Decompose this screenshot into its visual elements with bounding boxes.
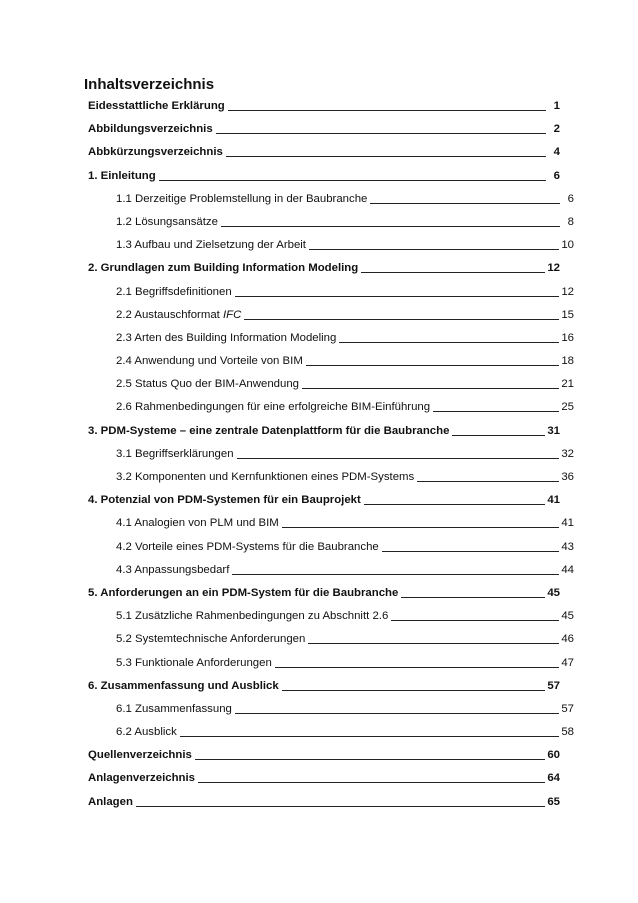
toc-leader-line [275,667,560,668]
toc-entry[interactable] [88,193,574,216]
toc-entry-title [88,170,156,182]
toc-entry[interactable] [88,401,574,424]
toc-entry-title [116,517,279,529]
toc-entry[interactable] [88,587,560,610]
toc-entry[interactable] [88,703,574,726]
toc-page-number: 57 [561,702,574,715]
toc-page-number: 12 [547,262,560,275]
toc-page-number: 41 [561,517,574,530]
toc-entry[interactable] [88,517,574,540]
toc-entry[interactable] [88,726,574,749]
toc-page-number: 6 [553,169,560,182]
toc-leader-line [136,806,545,807]
toc-entry[interactable] [88,123,560,146]
toc-entry-title [116,471,414,483]
toc-entry[interactable] [88,262,560,285]
toc-entry[interactable] [88,448,574,471]
toc-page-number: 21 [561,378,574,391]
toc-leader-line [282,690,546,691]
toc-entry-title [88,796,133,808]
toc-entry-title [116,309,241,321]
toc-entry-title [116,564,229,576]
toc-entry[interactable] [88,772,560,795]
toc-leader-line [235,296,560,297]
toc-leader-line [244,319,559,320]
toc-leader-line [309,249,559,250]
toc-entry-title [116,610,388,622]
toc-entry-title-text: 2.2 Austauschformat [116,308,224,321]
toc-entry[interactable] [88,332,574,355]
toc-entry-title-text: Anlagen [88,795,133,808]
toc-entry-title-text: 2. Grundlagen zum Building Information Modeling [88,262,359,275]
toc-page-number: 4 [553,146,560,159]
toc-entry-title [116,286,232,298]
toc-entry[interactable] [88,657,574,680]
toc-entry[interactable] [88,309,574,332]
toc-list [88,100,574,819]
toc-entry[interactable] [88,170,560,193]
toc-entry-title-text: 1. Einleitung [88,169,156,182]
toc-heading: Inhaltsverzeichnis [84,76,215,93]
toc-entry-title-text: 1.2 Lösungsansätze [116,215,218,228]
toc-entry[interactable] [88,494,560,517]
toc-entry[interactable] [88,146,560,169]
toc-entry-title-text: 2.4 Anwendung und Vorteile von BIM [116,355,303,368]
toc-entry[interactable] [88,378,574,401]
toc-page-number: 8 [567,215,574,228]
toc-page-number: 41 [547,494,560,507]
toc-leader-line [391,620,559,621]
toc-leader-line [361,272,545,273]
toc-page-number: 36 [561,471,574,483]
toc-entry-title-text: 4.1 Analogien von PLM und BIM [116,517,279,530]
toc-leader-line [306,365,560,366]
toc-entry-title-text: Eidesstattliche Erklärung [88,100,225,112]
toc-leader-line [235,713,559,714]
toc-page-number: 12 [561,285,574,298]
toc-entry-title-text: 5. Anforderungen an ein PDM-System für die Baubranche [88,586,399,599]
toc-page-number: 16 [561,331,574,344]
toc-entry-title [116,448,234,460]
toc-page-number: 2 [553,123,560,136]
toc-leader-line [302,388,559,389]
toc-entry[interactable] [88,680,560,703]
toc-entry-title [116,216,218,228]
toc-page-number: 25 [561,401,574,414]
toc-entry[interactable] [88,564,574,587]
toc-leader-line [226,156,546,157]
toc-entry-title-text: 5.2 Systemtechnische Anforderungen [116,633,306,646]
toc-page-number: 44 [561,563,574,576]
toc-entry[interactable] [88,100,560,123]
toc-entry-title [116,239,306,251]
toc-entry-title [88,772,195,784]
toc-entry-title-text: 6.1 Zusammenfassung [116,702,232,715]
toc-leader-line [370,203,560,204]
toc-leader-line [339,342,559,343]
toc-entry-title [88,123,213,135]
toc-entry-title [88,749,192,761]
toc-entry[interactable] [88,286,574,309]
toc-entry[interactable] [88,610,574,633]
toc-page-number: 46 [561,633,574,646]
toc-entry[interactable] [88,633,574,656]
toc-page-number: 6 [567,192,574,205]
toc-page-number: 45 [547,586,560,599]
toc-entry-title [116,193,367,205]
toc-entry-title-text: 5.1 Zusätzliche Rahmenbedingungen zu Abschnitt 2.6 [116,610,389,623]
toc-entry-title-text: 2.5 Status Quo der BIM-Anwendung [116,378,299,391]
toc-entry-title-text: 2.1 Begriffsdefinitionen [116,285,232,298]
toc-entry-title-text: 4.3 Anpassungsbedarf [116,563,230,576]
toc-entry[interactable] [88,216,574,239]
toc-leader-line [237,458,560,459]
toc-leader-line [232,574,559,575]
toc-page-number: 45 [561,610,574,623]
toc-entry-title-text: 1.1 Derzeitige Problemstellung in der Baubranche [116,192,368,205]
toc-page-number: 15 [561,308,574,321]
toc-page-number: 58 [561,726,574,739]
toc-entry-title [116,332,336,344]
toc-leader-line [401,597,545,598]
toc-entry-title [88,425,449,437]
toc-entry-title [88,146,223,158]
toc-leader-line [452,435,545,436]
toc-page-number: 10 [561,239,574,252]
toc-entry[interactable] [88,796,560,819]
toc-leader-line [195,759,546,760]
toc-entry-title-text: 3. PDM-Systeme – eine zentrale Datenplattform für die Baubranche [88,424,450,437]
toc-leader-line [417,481,559,482]
toc-entry[interactable] [88,425,560,448]
toc-leader-line [221,226,560,227]
toc-page-number: 60 [547,749,560,762]
toc-entry-title-text: 1.3 Aufbau und Zielsetzung der Arbeit [116,239,306,252]
toc-entry-title [116,355,303,367]
toc-entry-title [116,401,430,413]
toc-entry[interactable] [88,239,574,262]
toc-entry-title-text: 3.1 Begriffserklärungen [116,447,234,460]
toc-leader-line [180,736,560,737]
toc-entry-title-text: 2.6 Rahmenbedingungen für eine erfolgreiche BIM-Einführung [116,401,431,414]
toc-leader-line [159,180,546,181]
toc-leader-line [216,133,546,134]
toc-entry[interactable] [88,355,574,378]
toc-entry-title [116,657,272,669]
toc-entry-title [88,100,225,112]
toc-leader-line [198,782,545,783]
toc-leader-line [433,411,559,412]
toc-entry-title-text: Anlagenverzeichnis [88,772,195,785]
toc-entry-title-text: 4. Potenzial von PDM-Systemen für ein Bauprojekt [88,494,361,507]
toc-entry-title-text: 2.3 Arten des Building Information Modeling [116,331,337,344]
toc-page-number: 18 [561,355,574,368]
toc-page-number: 43 [561,540,574,553]
toc-entry-title-text: 4.2 Vorteile eines PDM-Systems für die Baubranche [116,540,379,553]
toc-entry-title [116,633,305,645]
toc-leader-line [382,551,560,552]
toc-page-number: 65 [547,795,560,808]
toc-entry-title [116,541,379,553]
toc-entry-title [116,378,299,390]
toc-entry-title [88,680,279,692]
toc-entry-title-text: Quellenverzeichnis [88,749,192,762]
toc-leader-line [282,527,560,528]
toc-entry-title-emphasis: IFC [223,308,242,321]
toc-page-number: 57 [547,679,560,692]
toc-page-number: 32 [561,447,574,460]
toc-entry[interactable] [88,541,574,564]
toc-page-number: 31 [547,424,560,437]
toc-entry-title [88,587,398,599]
toc-leader-line [364,504,546,505]
toc-entry-title-text: 3.2 Komponenten und Kernfunktionen eines PDM-Systems [116,471,415,483]
toc-entry-title-text: 6. Zusammenfassung und Ausblick [88,679,279,692]
toc-leader-line [228,110,546,111]
toc-entry-title [116,726,177,738]
toc-entry-title-text: 6.2 Ausblick [116,726,177,739]
toc-entry-title-text: Abbildungsverzeichnis [88,123,213,136]
toc-entry-title [88,494,361,506]
toc-entry[interactable] [88,749,560,772]
toc-entry-title-text: Abbkürzungsverzeichnis [88,146,223,159]
toc-entry-title [116,703,232,715]
toc-entry[interactable] [88,471,574,494]
toc-entry-title-text: 5.3 Funktionale Anforderungen [116,656,272,669]
toc-leader-line [308,643,559,644]
toc-page-number: 1 [553,100,560,112]
toc-entry-title [88,262,358,274]
toc-page-number: 64 [547,772,560,785]
toc-page-number: 47 [561,656,574,669]
